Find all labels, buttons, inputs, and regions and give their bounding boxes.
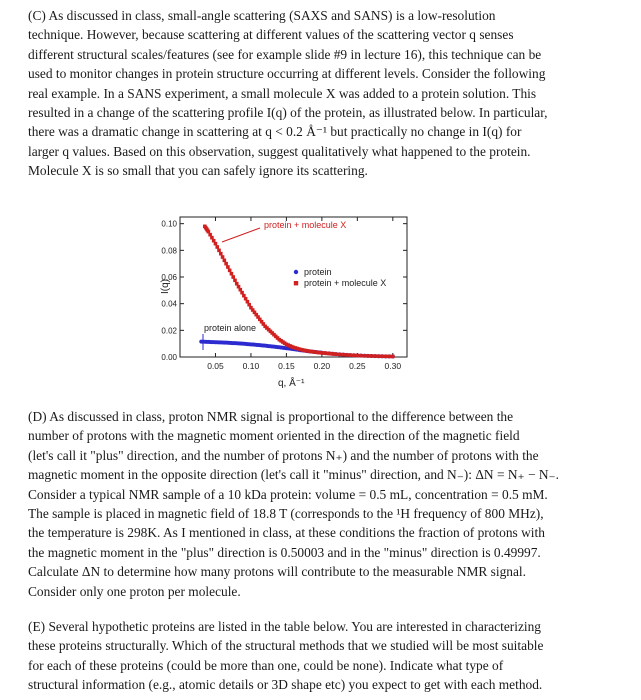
legend-marker-combined [294, 281, 298, 285]
data-point-protein-plus-x [363, 354, 367, 358]
section-d-line: the temperature is 298K. As I mentioned in class, at these conditions the fraction of protons with [28, 525, 545, 541]
section-e-line: these proteins structurally. Which of the structural methods that we studied will be most suitable [28, 638, 544, 654]
data-point-protein-plus-x [352, 354, 356, 358]
data-point-protein-plus-x [387, 355, 391, 359]
data-point-protein-plus-x [233, 279, 237, 283]
section-e-line: for each of these proteins (could be more than one, could be none). Indicate what type of [28, 657, 504, 673]
x-tick-label: 0.15 [278, 361, 295, 371]
data-point-protein-plus-x [221, 255, 225, 259]
x-axis-label: q, Å⁻¹ [278, 378, 305, 389]
section-d-line: Calculate ΔN to determine how many protons will contribute to the measurable NMR signal. [28, 564, 527, 580]
section-d-line: Consider only one proton per molecule. [28, 583, 241, 599]
data-point-protein-plus-x [219, 252, 223, 256]
x-tick-label: 0.25 [349, 361, 366, 371]
data-point-protein-plus-x [380, 354, 384, 358]
annotation-combined: protein + molecule X [264, 220, 347, 230]
section-d-line: magnetic moment in the opposite direction (let's call it "minus" direction, and N₋): ΔN = N₊ − N₋. [28, 467, 559, 483]
data-point-protein-plus-x [338, 353, 342, 357]
section-d-line: (let's call it "plus" direction, and the number of protons N₊) and the number of protons with the [28, 447, 539, 463]
data-point-protein-plus-x [359, 354, 363, 358]
section-c-line: different structural scales/features (see for example slide #9 in lecture 16), this technique can be [28, 46, 542, 62]
data-point-protein-plus-x [214, 242, 218, 246]
section-e [28, 617, 628, 695]
section-c [28, 6, 628, 181]
section-d-line: (D) As discussed in class, proton NMR signal is proportional to the difference between the [28, 409, 514, 424]
data-point-protein-plus-x [356, 354, 360, 358]
y-tick-label: 0.10 [161, 219, 177, 229]
section-e-line: (E) Several hypothetic proteins are listed in the table below. You are interested in characterizing [28, 619, 542, 634]
legend-marker-protein [294, 270, 298, 274]
y-tick-label: 0.04 [161, 299, 177, 309]
section-e-line: structural information (e.g., atomic details or 3D shape etc) you expect to get with each method. [28, 677, 543, 693]
data-point-protein-plus-x [230, 272, 234, 276]
section-c-line: (C) As discussed in class, small-angle scattering (SAXS and SANS) is a low-resolution [28, 8, 496, 23]
x-tick-label: 0.05 [207, 361, 224, 371]
data-point-protein-plus-x [334, 352, 338, 356]
data-point-protein-plus-x [224, 262, 228, 266]
annotation-arrow-combined [222, 228, 260, 242]
legend-label-protein: protein [304, 267, 332, 277]
data-point-protein-plus-x [370, 354, 374, 358]
data-point-protein-plus-x [373, 354, 377, 358]
data-point-protein-plus-x [341, 353, 345, 357]
data-point-protein-plus-x [226, 265, 230, 269]
x-tick-label: 0.10 [242, 361, 260, 371]
data-point-protein-plus-x [366, 354, 370, 358]
data-point-protein-plus-x [217, 249, 221, 253]
section-c-line: real example. In a SANS experiment, a small molecule X was added to a protein solution. This [28, 85, 537, 101]
data-point-protein-plus-x [223, 259, 227, 263]
x-tick-label: 0.20 [313, 361, 331, 371]
section-c-line: Molecule X is so small that you can safely ignore its scattering. [28, 163, 368, 179]
y-tick-label: 0.00 [161, 353, 177, 362]
data-point-protein-plus-x [228, 269, 232, 273]
section-d-line: The sample is placed in magnetic field of 18.8 T (corresponds to the ¹H frequency of 800 MHz), [28, 506, 544, 522]
section-c-line: there was a dramatic change in scattering at q < 0.2 Å⁻¹ but practically no change in I(q) for [28, 124, 522, 140]
section-d [28, 407, 628, 601]
section-c-line: resulted in a change of the scattering profile I(q) of the protein, as illustrated below. In particular, [28, 105, 548, 121]
data-point-protein-plus-x [377, 354, 381, 358]
scattering-plot-svg [160, 212, 420, 402]
section-c-line: larger q values. Based on this observation, suggest qualitatively what happened to the protein. [28, 143, 531, 159]
y-tick-label: 0.06 [161, 273, 177, 282]
y-axis-label: I(q) [160, 279, 171, 294]
scattering-plot [160, 212, 420, 402]
section-d-line: Consider a typical NMR sample of a 10 kDa protein: volume = 0.5 mL, concentration = 0.5 mM. [28, 486, 548, 502]
data-point-protein-plus-x [345, 353, 349, 357]
section-c-line: used to monitor changes in protein structure occurring at different levels. Consider the following [28, 66, 546, 82]
section-d-line: number of protons with the magnetic moment oriented in the direction of the magnetic field [28, 428, 520, 444]
x-tick-label: 0.30 [384, 361, 402, 371]
section-d-line: the magnetic moment in the "plus" direction is 0.50003 and in the "minus" direction is 0.49997. [28, 544, 541, 560]
data-point-protein-plus-x [231, 275, 235, 279]
legend-label-combined: protein + molecule X [304, 278, 387, 288]
annotation-protein-alone: protein alone [204, 323, 257, 333]
data-point-protein-plus-x [215, 245, 219, 249]
data-point-protein-plus-x [391, 355, 395, 359]
section-c-line: technique. However, because scattering at different values of the scattering vector q senses [28, 27, 514, 43]
data-point-protein-plus-x [348, 353, 352, 357]
data-point-protein-plus-x [384, 355, 388, 359]
y-tick-label: 0.08 [161, 246, 177, 256]
y-tick-label: 0.02 [161, 326, 177, 336]
